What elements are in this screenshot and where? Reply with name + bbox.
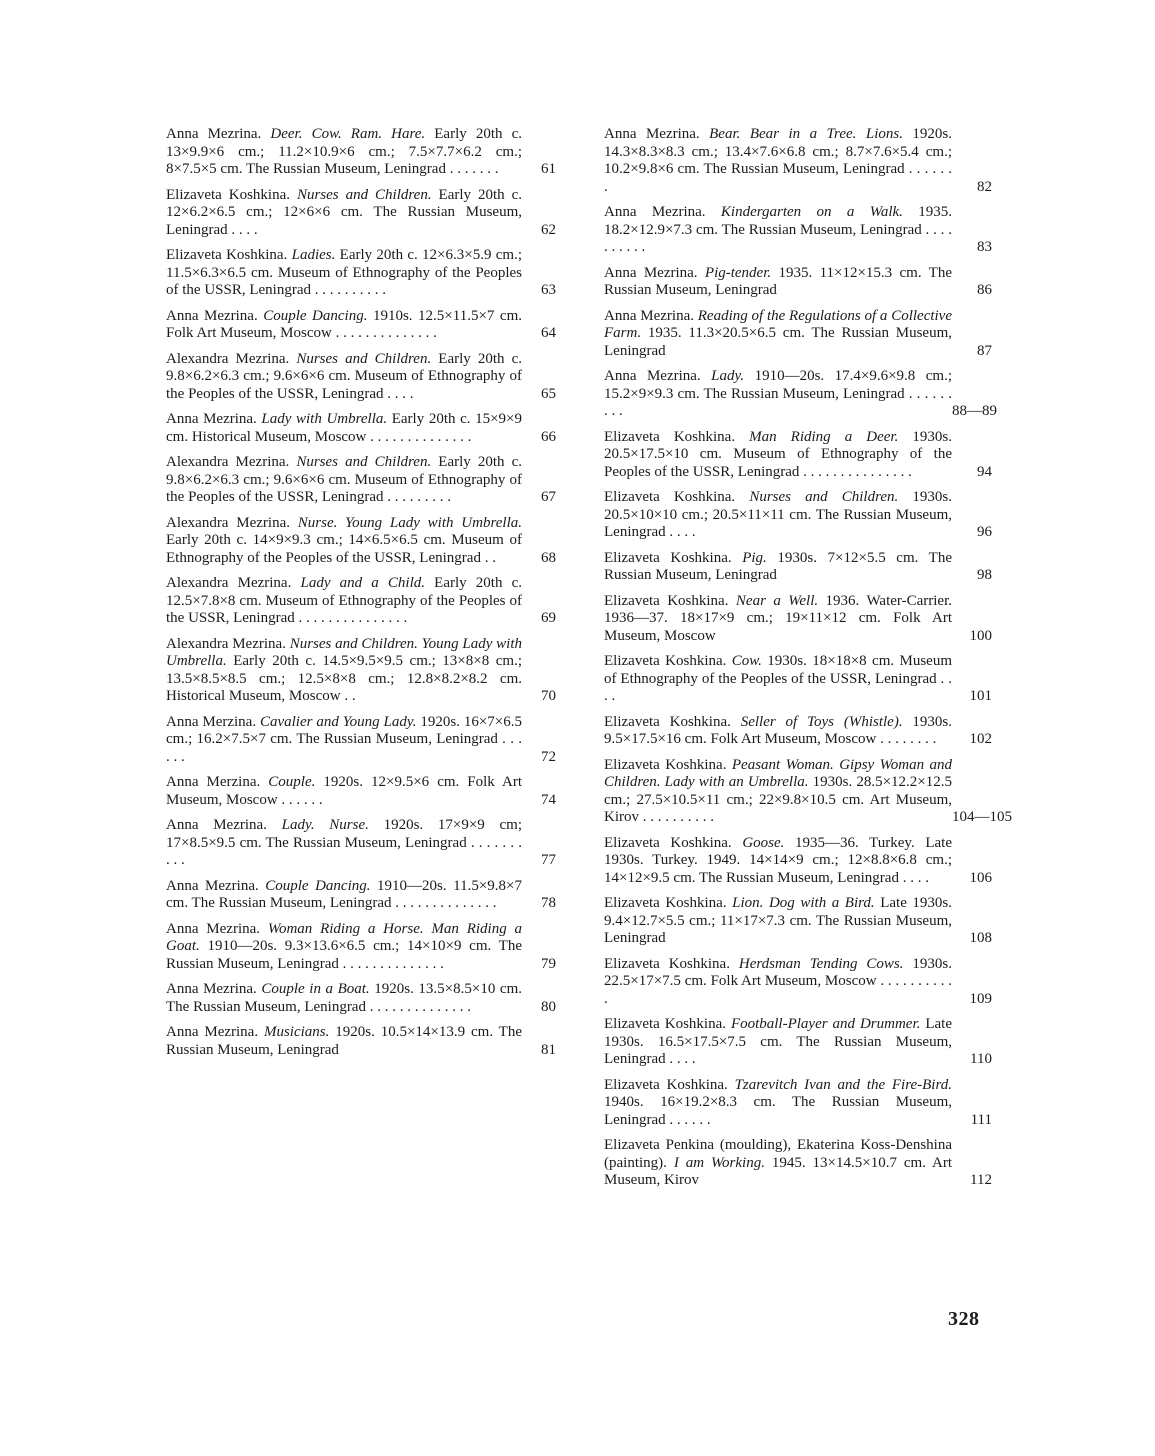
list-item	[604, 1016, 992, 1069]
entry-title: Bear. Bear in a Tree. Lions.	[709, 126, 903, 142]
entry-page-ref: 69	[541, 610, 556, 626]
list-item	[604, 1077, 992, 1130]
entry-title: Peasant Woman. Gipsy Woman and Children. Lady with an Umbrella.	[604, 756, 952, 790]
entry-details: Early 20th c. 12.5×7.8×8 cm. Museum of Ethnography of the Peoples of the USSR, Leningrad . . . . . . . . . . . . . . .	[166, 575, 523, 626]
entry-title: Woman Riding a Horse. Man Riding a Goat.	[166, 920, 523, 954]
entry-title: Lady with Umbrella.	[261, 411, 388, 427]
list-item	[166, 1024, 556, 1059]
entry-page-ref: 63	[541, 282, 556, 298]
entry-artist: Elizaveta Koshkina.	[604, 428, 750, 445]
entry-artist: Anna Mezrina.	[166, 307, 264, 324]
entry-page-ref: 109	[969, 990, 992, 1007]
entry-title: Couple in a Boat.	[261, 981, 370, 997]
entry-artist: Anna Mezrina.	[166, 817, 282, 833]
entry-artist: Elizaveta Koshkina.	[604, 1076, 735, 1093]
entry-page-ref: 62	[541, 221, 556, 238]
list-item	[604, 265, 992, 300]
entry-text	[166, 351, 522, 404]
list-item	[604, 835, 992, 888]
list-item	[166, 817, 556, 870]
entry-page-ref: 77	[541, 852, 556, 868]
list-item	[166, 411, 556, 446]
entry-artist: Anna Mezrina.	[604, 307, 698, 324]
entry-details: Early 20th c. 14.5×9.5×9.5 cm.; 13×8×8 cm.; 13.5×8.5×8.5 cm.; 12.5×8×8 cm.; 12.8×8.2×8.2 cm. Historical Museum, Moscow . .	[166, 653, 522, 704]
entry-title: Lady. Nurse.	[281, 817, 369, 833]
entry-page-ref: 74	[541, 791, 556, 808]
entry-text	[166, 714, 522, 767]
list-item	[604, 429, 992, 482]
list-item	[166, 247, 556, 300]
entry-details: 1920s. 16×7×6.5 cm.; 16.2×7.5×7 cm. The Russian Museum, Leningrad . . . . . .	[166, 713, 522, 765]
entry-artist: Anna Mezrina.	[166, 877, 266, 894]
entry-page-ref: 65	[541, 385, 556, 402]
entry-page-ref: 111	[970, 1111, 992, 1128]
entry-title: Couple.	[268, 774, 316, 790]
list-item	[166, 308, 556, 343]
list-item	[604, 756, 1012, 827]
entry-details: 1910s. 12.5×11.5×7 cm. Folk Art Museum, Moscow . . . . . . . . . . . . . .	[166, 307, 522, 341]
entry-details: 1930s. 9.5×17.5×16 cm. Folk Art Museum, Moscow . . . . . . . .	[604, 713, 952, 747]
entry-details: 1910—20s. 17.4×9.6×9.8 cm.; 15.2×9×9.3 cm. The Russian Museum, Leningrad . . . . . . . . .	[604, 368, 952, 419]
entry-text	[166, 981, 522, 1016]
entry-page-ref: 112	[970, 1172, 992, 1188]
entry-artist: Anna Merzina.	[166, 713, 260, 730]
entry-artist: Anna Mezrina.	[604, 126, 710, 142]
entry-artist: Elizaveta Penkina (moulding), Ekaterina Koss-Denshina (painting).	[604, 1137, 952, 1171]
entry-page-ref: 104—105	[952, 809, 1012, 825]
list-item	[604, 126, 992, 196]
entry-title: Tzarevitch Ivan and the Fire-Bird.	[734, 1076, 953, 1093]
entry-title: Nurse. Young Lady with Umbrella.	[297, 514, 522, 531]
entry-details: Early 20th c. 12×6.2×6.5 cm.; 12×6×6 cm. The Russian Museum, Leningrad . . . .	[166, 186, 523, 238]
entry-text	[166, 1024, 522, 1059]
entry-title: Nurses and Children.	[296, 454, 432, 470]
entry-details: 1935. 11×12×15.3 cm. The Russian Museum, Leningrad	[604, 264, 952, 298]
entry-text	[166, 454, 522, 507]
entry-details: 1920s. 12×9.5×6 cm. Folk Art Museum, Moscow . . . . . .	[166, 774, 522, 808]
entry-title: I am Working.	[673, 1154, 765, 1171]
entry-details: Early 20th c. 13×9.9×6 cm.; 11.2×10.9×6 cm.; 7.5×7.7×6.2 cm.; 8×7.5×5 cm. The Russian Museum, Leningrad . . . . . . .	[166, 126, 522, 177]
entry-title: Nurses and Children.	[296, 350, 432, 367]
list-item	[604, 204, 992, 257]
entry-page-ref: 80	[541, 998, 556, 1015]
entry-title: Pig.	[742, 549, 767, 566]
entry-page-ref: 64	[541, 325, 556, 341]
entry-page-ref: 101	[969, 688, 992, 704]
entry-details: 1930s. 28.5×12.2×12.5 cm.; 27.5×10.5×11 cm.; 22×9.8×10.5 cm. Art Museum, Kirov . . . . . . . . . .	[604, 774, 952, 825]
entry-artist: Anna Mezrina.	[604, 368, 712, 384]
entry-title: Seller of Toys (Whistle).	[740, 713, 903, 730]
entry-text	[166, 187, 522, 240]
entry-text	[604, 1016, 952, 1069]
entry-text	[166, 126, 522, 179]
entry-text	[604, 489, 952, 542]
entry-title: Deer. Cow. Ram. Hare.	[270, 126, 426, 142]
entry-title: Man Riding a Deer.	[749, 428, 899, 445]
entry-artist: Elizaveta Koshkina.	[604, 955, 739, 972]
entry-text	[604, 1137, 952, 1190]
entry-title: Ladies.	[291, 247, 336, 263]
entry-details: 1930s. 20.5×17.5×10 cm. Museum of Ethnography of the Peoples of the USSR, Leningrad . . . . . . . . . . . . . . .	[604, 428, 952, 480]
entry-page-ref: 108	[969, 930, 992, 946]
entry-page-ref: 88—89	[952, 403, 997, 419]
list-item	[604, 956, 992, 1009]
entry-text	[166, 515, 522, 568]
entry-title: Goose.	[742, 834, 785, 851]
entry-artist: Elizaveta Koshkina.	[604, 756, 732, 773]
entry-details: 1920s. 14.3×8.3×8.3 cm.; 13.4×7.6×6.8 cm.; 8.7×7.6×5.4 cm.; 10.2×9.8×6 cm. The Russian Museum, Leningrad . . . . . . .	[604, 126, 953, 195]
entry-artist: Elizaveta Koshkina.	[604, 489, 750, 505]
entry-title: Football-Player and Drummer.	[730, 1016, 921, 1032]
entry-details: Late 1930s. 16.5×17.5×7.5 cm. The Russian Museum, Leningrad . . . .	[604, 1016, 952, 1067]
entry-artist: Anna Mezrina.	[166, 1024, 264, 1040]
entry-title: Pig-tender.	[704, 264, 772, 281]
entry-title: Couple Dancing.	[263, 307, 368, 324]
entry-details: 1920s. 13.5×8.5×10 cm. The Russian Museum, Leningrad . . . . . . . . . . . . . .	[166, 981, 522, 1015]
entry-details: 1930s. 18×18×8 cm. Museum of Ethnography of the Peoples of the USSR, Leningrad . . . .	[604, 653, 952, 704]
entry-page-ref: 106	[969, 869, 992, 886]
entry-artist: Elizaveta Koshkina.	[604, 592, 736, 609]
list-item	[604, 308, 992, 361]
list-item	[166, 878, 556, 913]
entry-details: Late 1930s. 9.4×12.7×5.5 cm.; 11×17×7.3 cm. The Russian Museum, Leningrad	[604, 895, 953, 946]
entry-text	[166, 921, 522, 974]
entry-text	[604, 368, 952, 421]
entry-title: Nurses and Children.	[749, 489, 899, 505]
entry-page-ref: 61	[541, 161, 556, 177]
entry-text	[604, 550, 952, 585]
entry-title: Cow.	[731, 653, 762, 669]
entry-page-ref: 66	[541, 428, 556, 445]
list-item	[166, 575, 556, 628]
list-item	[166, 774, 556, 809]
entry-artist: Alexandra Mezrina.	[166, 350, 297, 367]
entry-details: 1940s. 16×19.2×8.3 cm. The Russian Museum, Leningrad . . . . . .	[604, 1094, 952, 1128]
entry-text	[166, 575, 522, 628]
right-column	[604, 126, 1012, 1198]
entry-details: 1935. 11.3×20.5×6.5 cm. The Russian Museum, Leningrad	[604, 325, 952, 359]
entry-page-ref: 102	[969, 731, 992, 747]
entry-title: Musicians.	[263, 1024, 330, 1040]
entry-artist: Elizaveta Koshkina.	[604, 549, 743, 566]
entry-details: Early 20th c. 9.8×6.2×6.3 cm.; 9.6×6×6 cm. Museum of Ethnography of the Peoples of the USSR, Leningrad . . . . . . . . .	[166, 454, 522, 505]
list-item	[166, 351, 556, 404]
entry-artist: Elizaveta Koshkina.	[166, 247, 292, 263]
entry-title: Cavalier and Young Lady.	[259, 713, 417, 730]
entry-artist: Anna Mezrina.	[166, 126, 271, 142]
list-item	[604, 550, 992, 585]
entry-artist: Alexandra Mezrina.	[166, 514, 298, 531]
entry-artist: Anna Mezrina.	[166, 981, 262, 997]
entry-page-ref: 83	[977, 239, 992, 255]
entry-page-ref: 87	[977, 342, 992, 359]
list-item	[166, 921, 556, 974]
entry-text	[604, 835, 952, 888]
entry-details: 1936. Water-Carrier. 1936—37. 18×17×9 cm.; 19×11×12 cm. Folk Art Museum, Moscow	[604, 592, 952, 644]
entry-title: Near a Well.	[735, 592, 819, 609]
list-item	[166, 126, 556, 179]
entry-artist: Anna Mezrina.	[604, 204, 721, 220]
entry-text	[604, 429, 952, 482]
entry-text	[166, 308, 522, 343]
entry-details: 1935. 18.2×12.9×7.3 cm. The Russian Museum, Leningrad . . . . . . . . . .	[604, 204, 952, 255]
entry-page-ref: 100	[969, 627, 992, 644]
entry-artist: Elizaveta Koshkina.	[166, 186, 297, 203]
entry-text	[604, 265, 952, 300]
entry-artist: Elizaveta Koshkina.	[604, 895, 733, 911]
entry-text	[166, 411, 522, 446]
entry-artist: Anna Mezrina.	[604, 264, 705, 281]
entry-artist: Elizaveta Koshkina.	[604, 653, 732, 669]
list-item	[604, 895, 992, 948]
entry-page-ref: 70	[541, 688, 556, 704]
entry-details: Early 20th c. 12×6.3×5.9 cm.; 11.5×6.3×6.5 cm. Museum of Ethnography of the Peoples of the USSR, Leningrad . . . . . . . . . .	[166, 247, 522, 298]
entry-details: Early 20th c. 9.8×6.2×6.3 cm.; 9.6×6×6 cm. Museum of Ethnography of the Peoples of the USSR, Leningrad . . . .	[166, 350, 522, 402]
entry-title: Lady.	[711, 368, 745, 384]
entry-title: Couple Dancing.	[265, 877, 371, 894]
list-item	[166, 515, 556, 568]
list-item	[604, 593, 992, 646]
entry-page-ref: 82	[977, 178, 992, 195]
list-item	[604, 653, 992, 706]
entry-artist: Alexandra Mezrina.	[166, 575, 301, 591]
entry-text	[604, 714, 952, 749]
entry-details: 1945. 13×14.5×10.7 cm. Art Museum, Kirov	[604, 1154, 953, 1188]
entry-details: 1930s. 22.5×17×7.5 cm. Folk Art Museum, Moscow . . . . . . . . . . .	[604, 955, 952, 1007]
list-item	[604, 489, 992, 542]
entry-page-ref: 96	[977, 524, 992, 540]
entry-text	[166, 636, 522, 706]
entry-text	[166, 878, 522, 913]
entry-page-ref: 79	[541, 955, 556, 972]
entry-title: Kindergarten on a Walk.	[720, 204, 903, 220]
entry-page-ref: 98	[977, 567, 992, 583]
entry-page-ref: 78	[541, 895, 556, 911]
entry-page-ref: 68	[541, 549, 556, 566]
entry-title: Nurses and Children. Young Lady with Umbrella.	[166, 635, 522, 669]
list-item	[166, 454, 556, 507]
entry-page-ref: 94	[977, 463, 992, 480]
entry-artist: Alexandra Mezrina.	[166, 635, 290, 652]
entry-artist: Anna Mezrina.	[166, 920, 268, 937]
entry-text	[604, 204, 952, 257]
left-column	[166, 126, 556, 1067]
entry-text	[166, 817, 522, 870]
entry-artist: Elizaveta Koshkina.	[604, 1016, 731, 1032]
entry-text	[604, 593, 952, 646]
list-item	[166, 981, 556, 1016]
entry-text	[166, 774, 522, 809]
entry-details: 1910—20s. 9.3×13.6×6.5 cm.; 14×10×9 cm. The Russian Museum, Leningrad . . . . . . . . . . . . . .	[166, 938, 522, 972]
entry-details: Early 20th c. 14×9×9.3 cm.; 14×6.5×6.5 cm. Museum of Ethnography of the Peoples of the USSR, Leningrad . .	[166, 532, 522, 566]
entry-text	[604, 956, 952, 1009]
entry-page-ref: 81	[541, 1041, 556, 1058]
entry-page-ref: 86	[977, 282, 992, 298]
entry-text	[166, 247, 522, 300]
entry-page-ref: 110	[970, 1051, 992, 1067]
entry-details: 1935—36. Turkey. Late 1930s. Turkey. 1949. 14×14×9 cm.; 12×8.8×6.8 cm.; 14×12×9.5 cm. The Russian Museum, Leningrad . . . .	[604, 834, 952, 886]
entry-text	[604, 308, 952, 361]
list-item	[166, 636, 556, 706]
entry-text	[604, 757, 952, 827]
entry-text	[604, 895, 952, 948]
entry-artist: Anna Mezrina.	[166, 411, 262, 427]
entry-title: Reading of the Regulations of a Collective Farm.	[604, 307, 952, 341]
entry-artist: Anna Merzina.	[166, 774, 269, 790]
entry-details: 1910—20s. 11.5×9.8×7 cm. The Russian Museum, Leningrad . . . . . . . . . . . . . .	[166, 877, 522, 911]
list-item	[166, 187, 556, 240]
entry-details: 1930s. 20.5×10×10 cm.; 20.5×11×11 cm. The Russian Museum, Leningrad . . . .	[604, 489, 952, 540]
entry-artist: Alexandra Mezrina.	[166, 454, 297, 470]
entry-title: Lady and a Child.	[300, 575, 426, 591]
entry-page-ref: 67	[541, 489, 556, 505]
entry-details: 1930s. 7×12×5.5 cm. The Russian Museum, Leningrad	[604, 549, 952, 583]
list-item	[604, 714, 992, 749]
entry-artist: Elizaveta Koshkina.	[604, 713, 741, 730]
entry-artist: Elizaveta Koshkina.	[604, 834, 743, 851]
entry-page-ref: 72	[541, 748, 556, 765]
list-item	[604, 368, 997, 421]
list-item	[604, 1137, 992, 1190]
entry-text	[604, 653, 952, 706]
entry-title: Lion. Dog with a Bird.	[732, 895, 875, 911]
entry-text	[604, 126, 952, 196]
entry-details: 1920s. 17×9×9 cm; 17×8.5×9.5 cm. The Russian Museum, Leningrad . . . . . . . . . .	[166, 817, 523, 868]
entry-details: 1920s. 10.5×14×13.9 cm. The Russian Museum, Leningrad	[166, 1024, 522, 1058]
entry-title: Herdsman Tending Cows.	[738, 955, 904, 972]
entry-title: Nurses and Children.	[296, 186, 432, 203]
page-number: 328	[948, 1308, 980, 1330]
list-item	[166, 714, 556, 767]
entry-details: Early 20th c. 15×9×9 cm. Historical Museum, Moscow . . . . . . . . . . . . . .	[166, 411, 523, 445]
entry-text	[604, 1077, 952, 1130]
